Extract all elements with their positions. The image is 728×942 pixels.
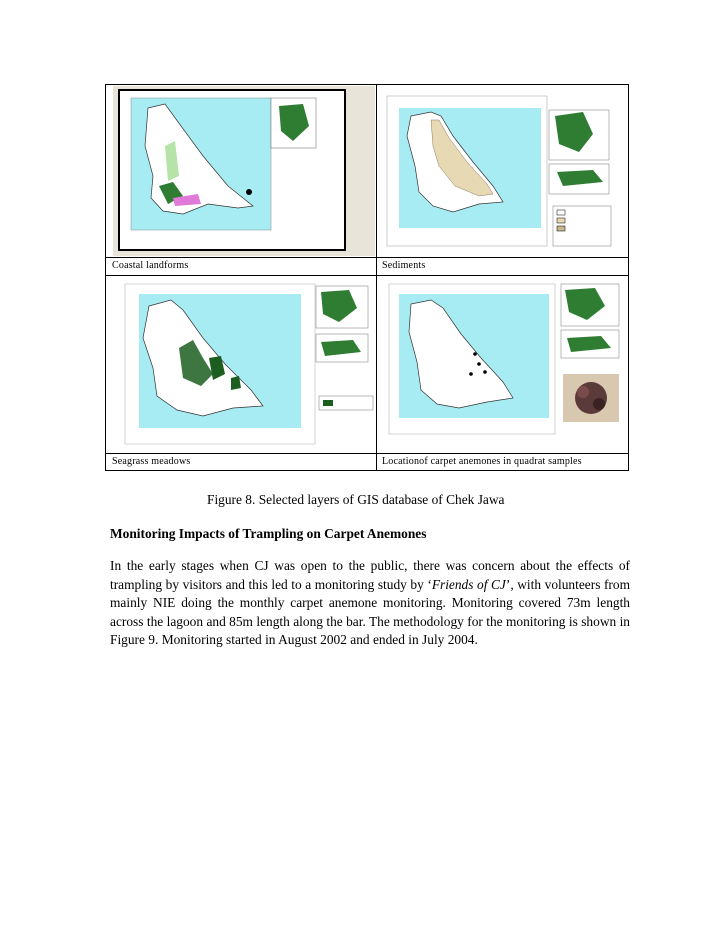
grid-horizontal-divider-2 (105, 275, 629, 276)
caption-carpet-anemones: Locationof carpet anemones in quadrat samples (382, 456, 582, 467)
section-paragraph (110, 557, 630, 650)
caption-coastal-landforms: Coastal landforms (112, 260, 189, 271)
figure-caption: Figure 8. Selected layers of GIS database of Chek Jawa (207, 492, 505, 507)
map-carpet-anemones-svg (383, 278, 627, 451)
map-seagrass-meadows (113, 278, 375, 451)
section-heading: Monitoring Impacts of Trampling on Carpet Anemones (110, 526, 427, 541)
map-coastal-landforms-svg (113, 86, 375, 256)
paragraph-emphasis: Friends of CJ (431, 576, 506, 592)
grid-vertical-divider (376, 84, 377, 471)
map-sediments (383, 86, 627, 256)
paragraph-text-1: In the early stages when CJ was open to the public, there was concern about the effects of trampling by visitors and this led to a monitoring study by ‘ (110, 558, 630, 592)
map-seagrass-meadows-svg (113, 278, 375, 451)
map-sediments-svg (383, 86, 627, 256)
paragraph-text-2: ’, with volunteers from mainly NIE doing the monthly carpet anemone monitoring. Monitoring covered 73m length across the lagoon and 85m length along the bar. The methodology for the monitoring is shown in Figure 9. Monitoring started in August 2002 and ended in July 2004. (110, 576, 630, 648)
grid-horizontal-divider-1 (105, 257, 629, 258)
caption-seagrass-meadows: Seagrass meadows (112, 456, 191, 467)
map-carpet-anemones (383, 278, 627, 451)
figure-grid (105, 84, 629, 471)
caption-sediments: Sediments (382, 260, 426, 271)
map-coastal-landforms (113, 86, 375, 256)
grid-horizontal-divider-3 (105, 453, 629, 454)
